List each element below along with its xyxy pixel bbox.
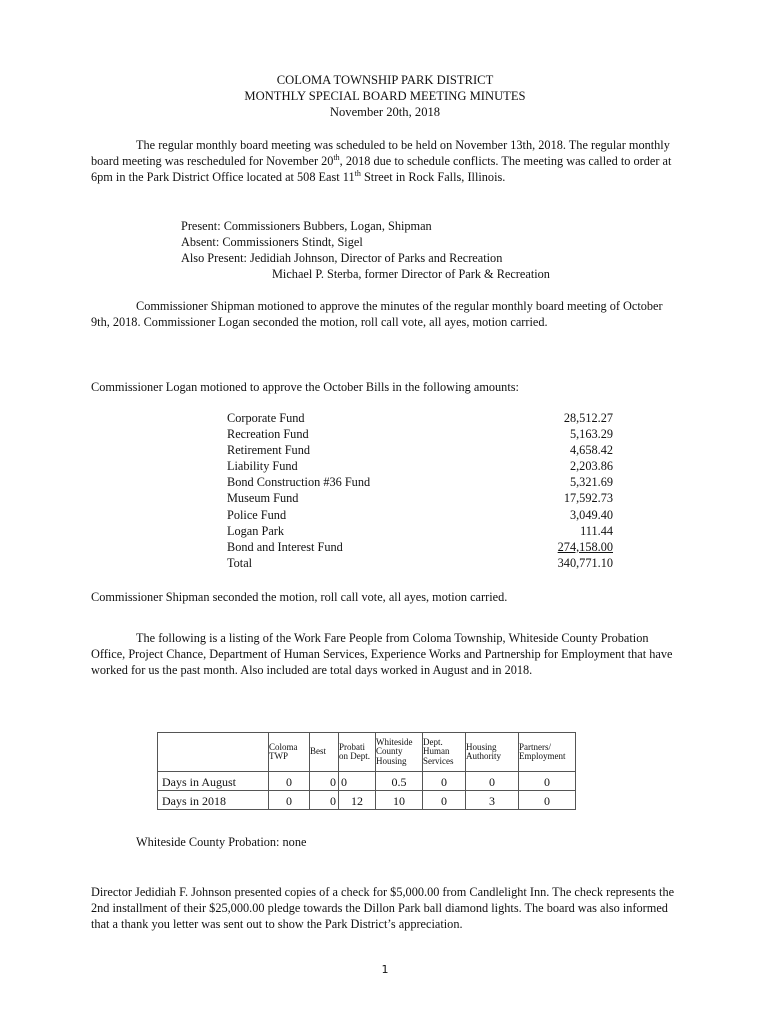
table-row [158,791,576,810]
minutes-title: MONTHLY SPECIAL BOARD MEETING MINUTES [244,89,526,103]
bills-motion-paragraph: Commissioner Logan motioned to approve the October Bills in the following amounts: [91,380,519,394]
minutes-motion-paragraph: Commissioner Shipman motioned to approve the minutes of the regular monthly board meeting of October 9th, 2018. Commissioner Logan seconded the motion, roll call vote, all ayes, motion carried. [91,299,663,330]
row-label: Days in 2018 [158,791,269,810]
also-present-line-2: Michael P. Sterba, former Director of Park & Recreation [272,267,550,281]
table-row [158,772,576,791]
bill-total-row: Total 340,771.10 [227,555,613,570]
also-present-line: Also Present: Jedidiah Johnson, Director of Parks and Recreation [181,251,503,265]
table-cell: 12 [339,791,376,810]
table-header-row [158,733,576,772]
meeting-date: November 20th, 2018 [329,105,441,119]
workfare-intro-paragraph: The following is a listing of the Work Fare People from Coloma Township, Whiteside County Probation Office, Project Chance, Department of Human Services, Experience Works and Partnership for Employment that have worked for us the past month. Also included are total days worked in August and in 2018. [91,631,673,678]
table-header-cell: Whiteside County Housing [376,733,423,772]
check-paragraph: Director Jedidiah F. Johnson presented copies of a check for $5,000.00 from Candlelight Inn. The check represents the 2nd installment of their $25,000.00 pledge towards the Dillon Park ball diamond lights. The board was also informed that a thank you letter was sent out to show the Park District’s appreciation. [91,885,675,932]
table-cell: 0 [269,791,310,810]
table-cell: 0 [519,772,576,791]
table-header-cell: Dept. Human Services [423,733,466,772]
table-cell: 0 [466,772,519,791]
bill-row: Liability Fund 2,203.86 [227,459,613,474]
absent-line: Absent: Commissioners Stindt, Sigel [181,235,363,249]
bill-row: Logan Park 111.44 [227,523,613,538]
table-cell: 0 [310,791,339,810]
bill-row: Recreation Fund 5,163.29 [227,427,613,442]
table-corner-cell [158,733,269,772]
table-cell: 0.5 [376,772,423,791]
bill-row: Museum Fund 17,592.73 [227,491,613,506]
bill-row: Bond and Interest Fund 274,158.00 [227,539,613,554]
intro-paragraph: The regular monthly board meeting was scheduled to be held on November 13th, 2018. The regular monthly board meeting was rescheduled for November 20th, 2018 due to schedule conflicts. The meeting was called to order at 6pm in the Park District Office located at 508 East 11th Street in Rock Falls, Illinois. [91,138,672,185]
bills-list [227,410,613,571]
row-label: Days in August [158,772,269,791]
probation-note: Whiteside County Probation: none [136,835,307,849]
bill-row: Retirement Fund 4,658.42 [227,443,613,458]
document-header [0,72,770,120]
table-header-cell: Coloma TWP [269,733,310,772]
table-header-cell: Best [310,733,339,772]
attendance-block [181,218,550,282]
page-number: 1 [381,963,389,976]
table-header-cell: Probati on Dept. [339,733,376,772]
workfare-table [157,732,576,810]
table-header-cell: Partners/ Employment [519,733,576,772]
bill-row: Bond Construction #36 Fund 5,321.69 [227,475,613,490]
table-cell: 10 [376,791,423,810]
table-cell: 0 [269,772,310,791]
bills-second-paragraph: Commissioner Shipman seconded the motion, roll call vote, all ayes, motion carried. [91,590,508,604]
present-line: Present: Commissioners Bubbers, Logan, Shipman [181,219,432,233]
bill-row: Police Fund 3,049.40 [227,507,613,522]
table-cell: 0 [423,791,466,810]
table-header-cell: Housing Authority [466,733,519,772]
table-cell: 0 [423,772,466,791]
bill-row: Corporate Fund 28,512.27 [227,411,613,425]
table-cell: 0 [339,772,376,791]
table-cell: 3 [466,791,519,810]
table-cell: 0 [310,772,339,791]
table-cell: 0 [519,791,576,810]
district-title: COLOMA TOWNSHIP PARK DISTRICT [276,73,494,87]
